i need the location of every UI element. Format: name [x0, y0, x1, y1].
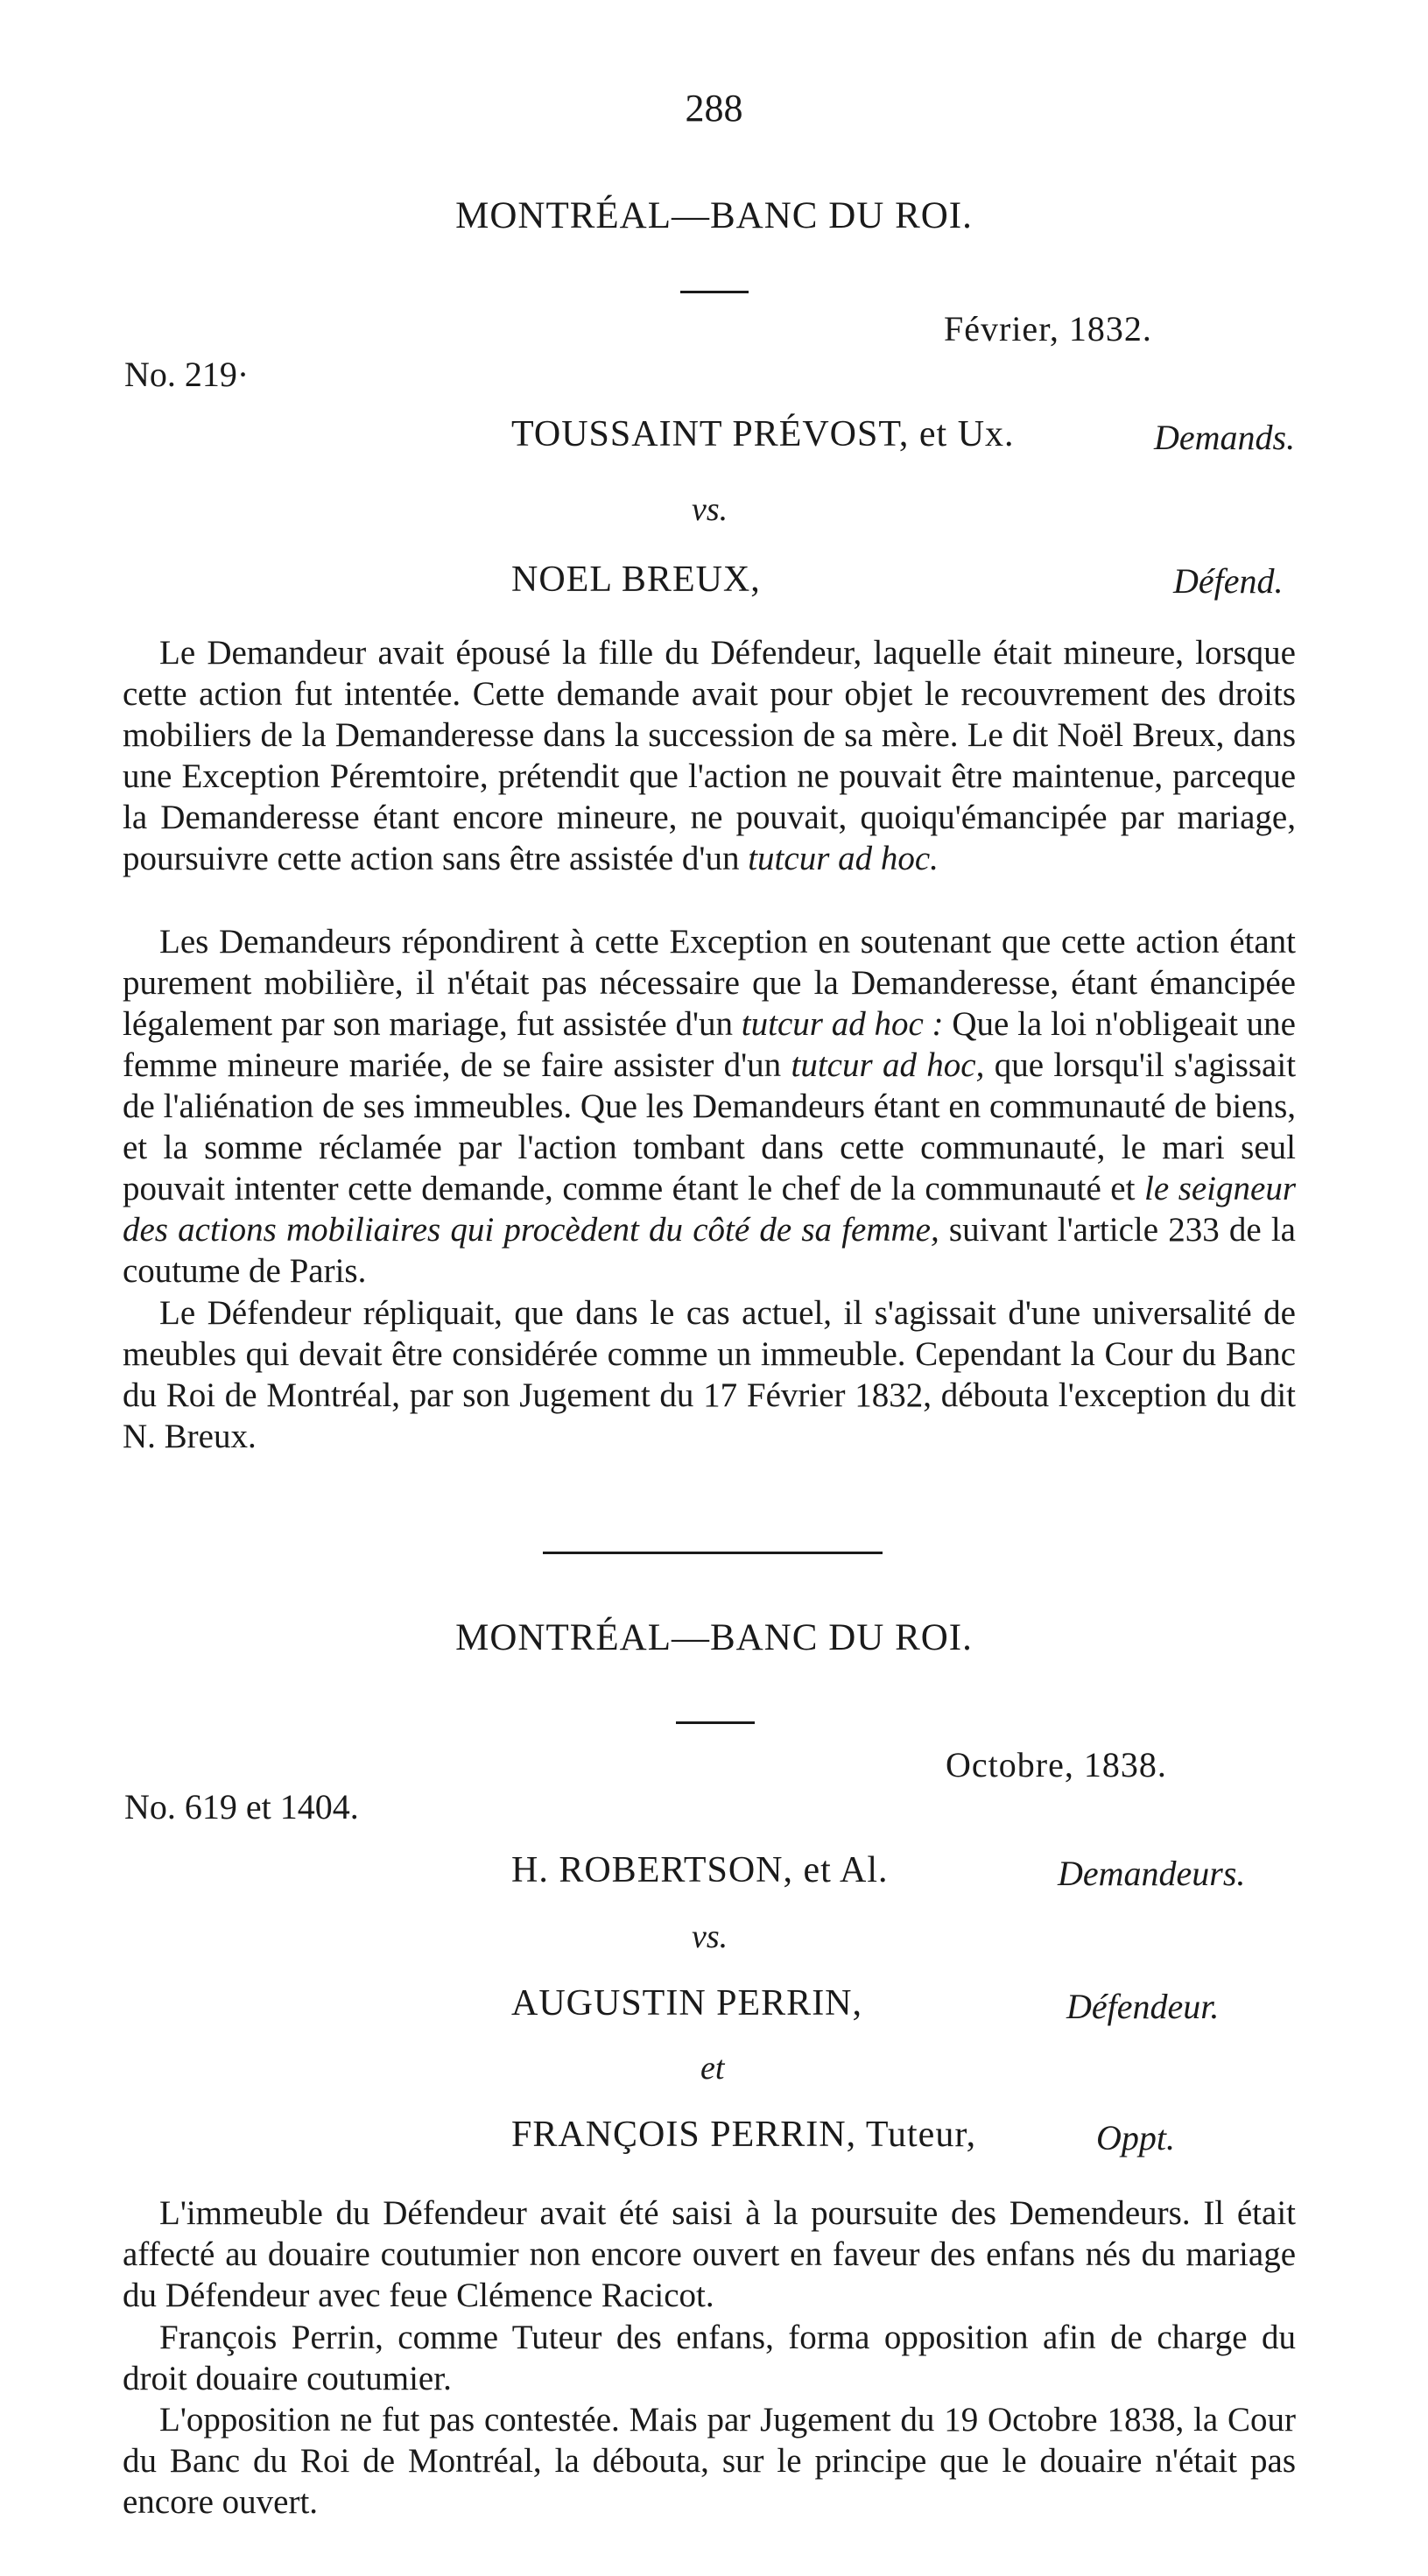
case1-paragraph-1	[123, 632, 1296, 879]
case-number-2: No. 619 et 1404.	[124, 1787, 359, 1826]
case1-paragraph-3	[123, 1292, 1296, 1457]
case-date-1: Février, 1832.	[944, 309, 1152, 348]
versus-label-2: vs.	[692, 1918, 728, 1955]
case-date-2: Octobre, 1838.	[946, 1745, 1167, 1784]
short-rule-2	[676, 1721, 755, 1724]
case-number-1: No. 219·	[124, 355, 250, 394]
court-title-2: MONTRÉAL—BANC DU ROI.	[455, 1617, 973, 1658]
case2-paragraph-3	[123, 2399, 1296, 2523]
plaintiff-name-1: TOUSSAINT PRÉVOST, et Ux.	[511, 414, 1015, 454]
opposant-name: FRANÇOIS PERRIN, Tuteur,	[511, 2115, 977, 2155]
case1-p2-text-c: Que la loi n'obligeait une femme mineure mariée, de se faire assister d'un	[123, 1005, 1296, 1084]
case2-paragraph-1	[123, 2192, 1296, 2316]
case1-paragraph-2	[123, 921, 1296, 1292]
case1-p2-text-a: Les Demandeurs répondirent à cette Exception en soutenant que cette action étant purement mobilière, il n'était pas nécessaire que la Demanderesse, étant émancipée légalement par son mariage, fut assistée d'un	[123, 923, 1296, 1043]
et-label: et	[700, 2050, 725, 2087]
defendant-role-1: Défend.	[1173, 561, 1284, 601]
case1-p2-text-e: que lorsqu'il s'agissait de l'aliénation de ses immeubles. Que les Demandeurs étant en communauté de biens, et la somme réclamée par l'action tombant dans cette communauté, le mari seul pouvait intenter cette demande, comme étant le chef de la communauté et	[123, 1046, 1297, 1207]
case2-p2-text: François Perrin, comme Tuteur des enfans, forma opposition afin de charge du droit douaire coutumier.	[123, 2319, 1296, 2397]
opposant-role: Oppt.	[1096, 2118, 1175, 2157]
short-rule-1	[680, 291, 749, 293]
case1-p2-italic-b: tutcur ad hoc :	[741, 1005, 944, 1043]
plaintiff-name-2: H. ROBERTSON, et Al.	[511, 1850, 889, 1890]
defendant-name-2: AUGUSTIN PERRIN,	[511, 1983, 863, 2023]
versus-label-1: vs.	[692, 491, 728, 528]
plaintiff-role-1: Demands.	[1154, 418, 1296, 457]
case1-p3-text: Le Défendeur répliquait, que dans le cas actuel, il s'agissait d'une universalité de meubles qui devait être considérée comme un immeuble. Cependant la Cour du Banc du Roi de Montréal, par son Jugement du 17 Février 1832, débouta l'exception du dit N. Breux.	[123, 1294, 1296, 1455]
case2-p1-text: L'immeuble du Défendeur avait été saisi à la poursuite des Demendeurs. Il était affecté au douaire coutumier non encore ouvert en faveur des enfans nés du mariage du Défendeur avec feue Clémence Racicot.	[123, 2194, 1296, 2314]
page-number: 288	[685, 87, 743, 130]
court-title-1: MONTRÉAL—BANC DU ROI.	[455, 195, 973, 236]
case1-p2-italic-f: le seigneur des actions mobiliaires qui procèdent du côté de sa femme,	[123, 1170, 1297, 1249]
case2-p3-text: L'opposition ne fut pas contestée. Mais par Jugement du 19 Octobre 1838, la Cour du Banc du Roi de Montréal, la débouta, sur le principe que le douaire n'était pas encore ouvert.	[123, 2401, 1296, 2521]
case1-p2-text-g: suivant l'article 233 de la coutume de Paris.	[123, 1211, 1296, 1290]
defendant-role-2: Défendeur.	[1066, 1987, 1220, 2026]
case2-paragraph-2	[123, 2317, 1296, 2399]
defendant-name-1: NOEL BREUX,	[511, 560, 761, 600]
case1-p2-italic-d: tutcur ad hoc,	[791, 1046, 985, 1084]
case1-p1-text: Le Demandeur avait épousé la fille du Défendeur, laquelle était mineure, lorsque cette action fut intentée. Cette demande avait pour objet le recouvrement des droits mobiliers de la Demanderesse dans la succession de sa mère. Le dit Noël Breux, dans une Exception Péremtoire, prétendit que l'action ne pouvait être maintenue, parceque la Demanderesse étant encore mineure, ne pouvait, quoiqu'émancipée par mariage, poursuivre cette action sans être assistée d'un	[123, 634, 1296, 877]
case1-p1-italic: tutcur ad hoc.	[748, 840, 939, 877]
plaintiff-role-2: Demandeurs.	[1058, 1854, 1246, 1893]
section-divider	[543, 1552, 883, 1554]
